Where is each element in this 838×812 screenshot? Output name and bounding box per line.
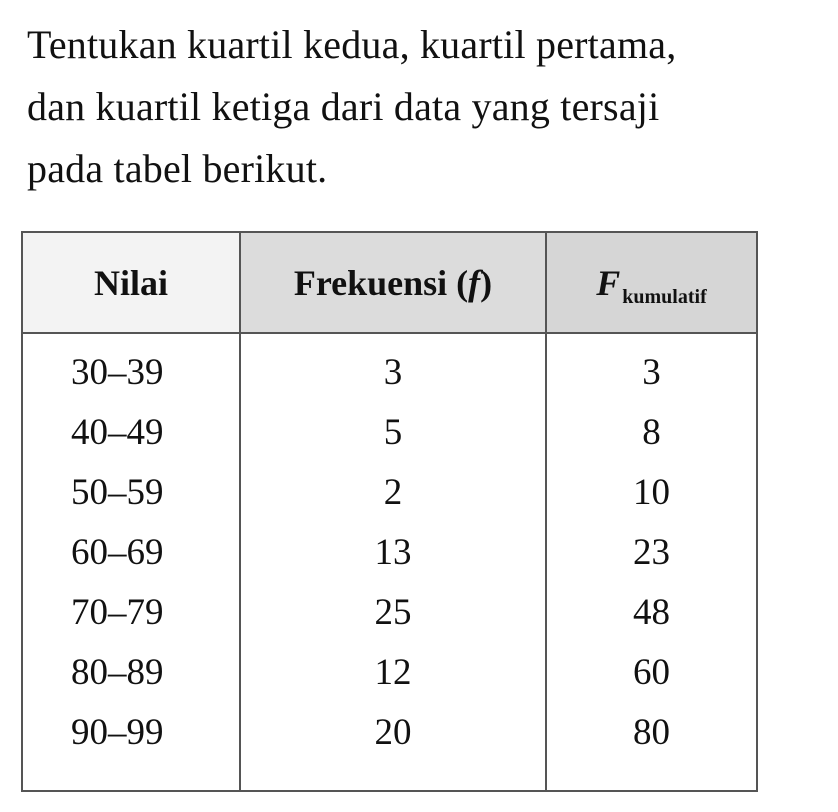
header-nilai: Nilai xyxy=(22,232,240,333)
cell-nilai: 70–79 xyxy=(22,582,240,642)
header-frekuensi-text: Frekuensi ( xyxy=(293,262,469,303)
cell-kumulatif: 23 xyxy=(546,522,757,582)
cell-nilai: 30–39 xyxy=(22,333,240,402)
table-row xyxy=(22,462,757,522)
cell-nilai: 40–49 xyxy=(22,402,240,462)
header-frekuensi-symbol: f xyxy=(468,262,481,303)
cell-nilai: 60–69 xyxy=(22,522,240,582)
question-line-3: pada tabel berikut. xyxy=(27,146,328,191)
header-kumulatif xyxy=(546,232,757,333)
table-row xyxy=(22,642,757,702)
table-row xyxy=(22,702,757,791)
cell-frekuensi: 2 xyxy=(240,462,546,522)
cell-kumulatif: 8 xyxy=(546,402,757,462)
cell-nilai: 90–99 xyxy=(22,702,240,791)
table-header-row xyxy=(22,232,757,333)
frequency-table xyxy=(21,231,758,792)
table-row xyxy=(22,333,757,402)
cell-frekuensi: 13 xyxy=(240,522,546,582)
cell-kumulatif: 60 xyxy=(546,642,757,702)
cell-frekuensi: 25 xyxy=(240,582,546,642)
table-row xyxy=(22,522,757,582)
header-kumulatif-subscript: kumulatif xyxy=(622,285,707,308)
question-line-1: Tentukan kuartil kedua, kuartil pertama, xyxy=(27,22,677,67)
cell-frekuensi: 12 xyxy=(240,642,546,702)
table-row xyxy=(22,582,757,642)
cell-frekuensi: 20 xyxy=(240,702,546,791)
cell-kumulatif: 3 xyxy=(546,333,757,402)
cell-frekuensi: 3 xyxy=(240,333,546,402)
cell-kumulatif: 80 xyxy=(546,702,757,791)
header-frekuensi xyxy=(240,232,546,333)
table-row xyxy=(22,402,757,462)
cell-nilai: 50–59 xyxy=(22,462,240,522)
question-text xyxy=(27,14,817,200)
cell-nilai: 80–89 xyxy=(22,642,240,702)
question-line-2: dan kuartil ketiga dari data yang tersaji xyxy=(27,84,660,129)
cell-kumulatif: 48 xyxy=(546,582,757,642)
cell-frekuensi: 5 xyxy=(240,402,546,462)
header-frekuensi-close: ) xyxy=(480,262,493,303)
cell-kumulatif: 10 xyxy=(546,462,757,522)
header-kumulatif-symbol: F xyxy=(596,262,621,303)
